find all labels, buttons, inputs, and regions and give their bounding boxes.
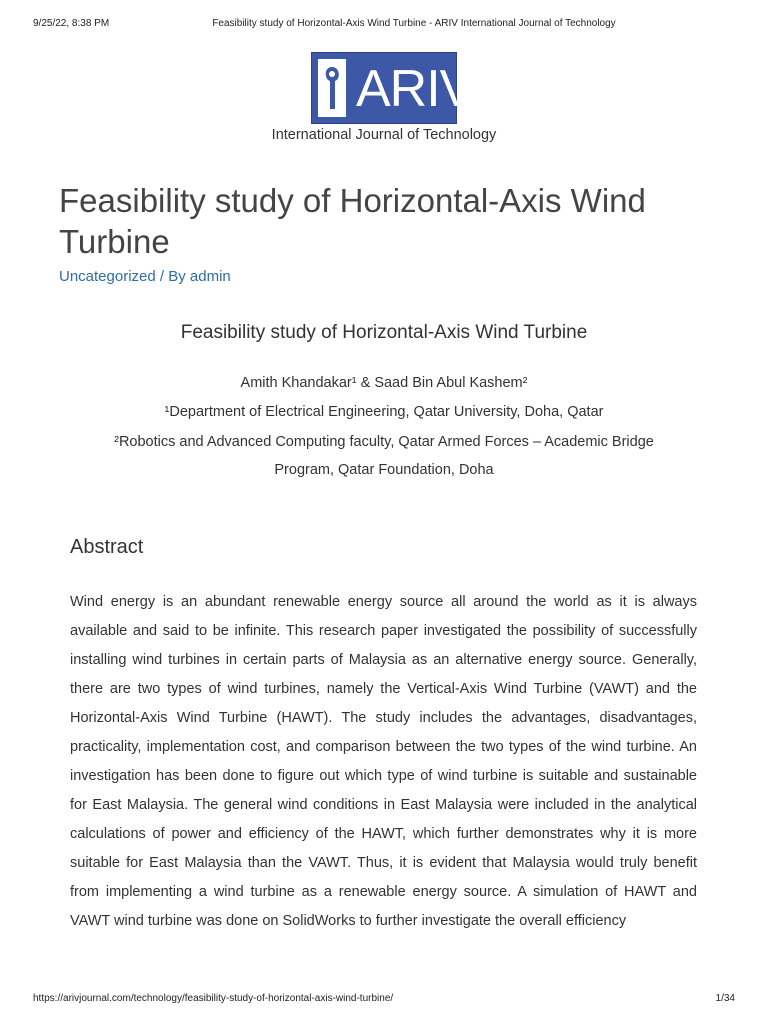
journal-tagline: International Journal of Technology <box>271 127 497 143</box>
paper-title: Feasibility study of Horizontal-Axis Wind Turbine <box>180 322 588 343</box>
affiliation-2-line-2: Program, Qatar Foundation, Doha <box>274 462 494 478</box>
affiliation-1: ¹Department of Electrical Engineering, Qatar University, Doha, Qatar <box>164 404 604 420</box>
post-title: Feasibility study of Horizontal-Axis Wind Turbine <box>59 182 646 260</box>
print-url: https://arivjournal.com/technology/feasibility-study-of-horizontal-axis-wind-turbine/ <box>33 993 394 1004</box>
affiliation-2-line-1: ²Robotics and Advanced Computing faculty, Qatar Armed Forces – Academic Bridge <box>114 434 654 450</box>
print-page-number: 1/34 <box>715 993 735 1004</box>
print-footer <box>33 993 735 1007</box>
logo-mark-icon <box>316 57 348 119</box>
abstract-heading: Abstract <box>70 536 144 558</box>
print-header <box>33 18 735 32</box>
print-datetime: 9/25/22, 8:38 PM <box>33 18 110 29</box>
logo-text: ARIV <box>356 60 474 118</box>
category-link[interactable]: Uncategorized <box>59 268 156 285</box>
author-link[interactable]: admin <box>189 268 231 285</box>
journal-logo[interactable] <box>311 52 474 124</box>
abstract-body: Wind energy is an abundant renewable energy source all around the world as it is always available and said to be infinite. This research paper investigated the possibility of successfully installing wind turbines in certain parts of Malaysia as an alternative energy source. Generally, there are two types of wind turbines, namely the Vertical-Axis Wind Turbine (VAWT) and the Horizontal-Axis Wind Turbine (HAWT). The study includes the advantages, disadvantages, practicality, implementation cost, and comparison between the two types of the wind turbine. An investigation has been done to figure out which type of wind turbine is suitable and sustainable for East Malaysia. The general wind conditions in East Malaysia were included in the analytical calculations of power and efficiency of the HAWT, which further demonstrates why it is more suitable for East Malaysia than the VAWT. Thus, it is evident that Malaysia would truly benefit from implementing a wind turbine as a renewable energy source. A simulation of HAWT and VAWT wind turbine was done on SolidWorks to further investigate the overall efficiency <box>70 594 697 929</box>
post-meta <box>59 268 231 285</box>
print-page-title: Feasibility study of Horizontal-Axis Wind Turbine - ARIV International Journal of Technology <box>212 18 616 29</box>
paper-authors: Amith Khandakar¹ & Saad Bin Abul Kashem² <box>240 375 528 391</box>
meta-separator: / By <box>155 268 190 285</box>
